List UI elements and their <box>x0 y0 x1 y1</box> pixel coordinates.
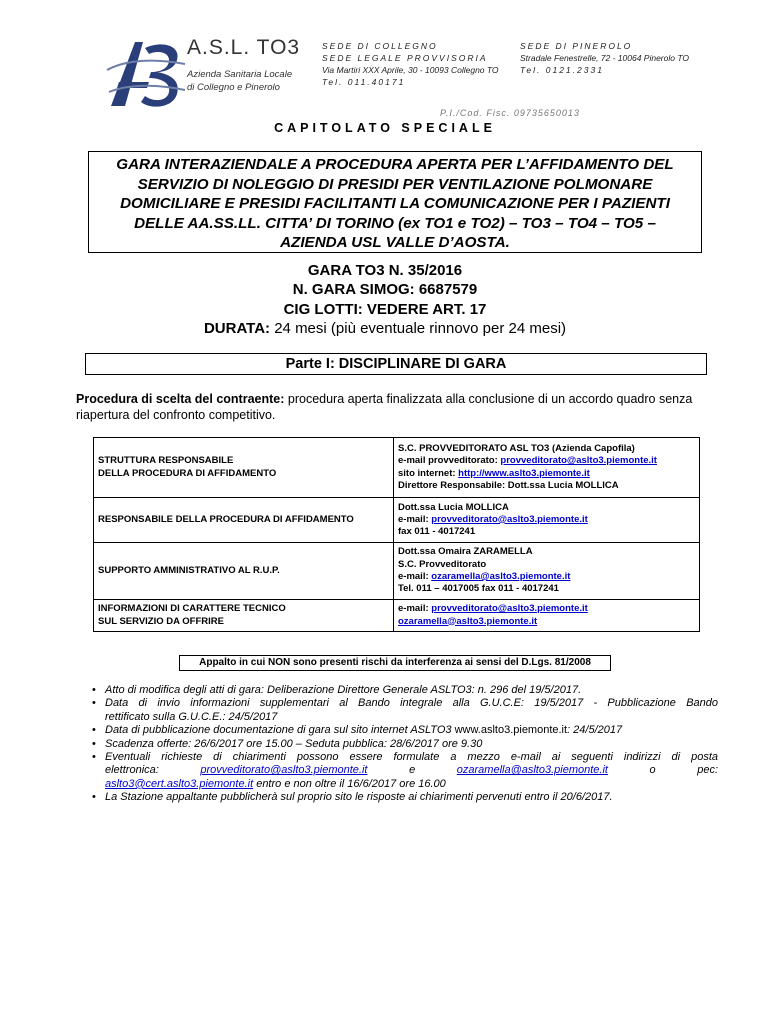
appalto-notice: Appalto in cui NON sono presenti rischi da interferenza ai sensi del D.Lgs. 81/2008 <box>179 655 611 671</box>
list-item-text: Data di pubblicazione documentazione di gara sul sito internet ASLTO3 <box>105 724 455 737</box>
list-item <box>92 697 718 724</box>
list-item-text: rettificato sulla G.U.C.E.: 24/5/2017 <box>105 710 278 723</box>
sede-collegno-address: Via Martiri XXX Aprile, 30 - 10093 Collegno TO <box>322 65 499 75</box>
website-text: www.aslto3.piemonte.it <box>454 724 568 737</box>
list-item-text: Atto di modifica degli atti di gara: Deliberazione Direttore Generale ASLTO3: n. 296 del 19/5/2017. <box>105 684 582 696</box>
supporto-struttura: S.C. Provveditorato <box>398 558 487 570</box>
letterhead <box>95 26 707 120</box>
list-item-text: pec: <box>697 764 719 777</box>
email-prefix: e-mail: <box>398 571 432 582</box>
sede-collegno <box>322 40 499 88</box>
sede-collegno-title: SEDE DI COLLEGNO <box>322 41 438 51</box>
table-cell-label: RESPONSABILE DELLA PROCEDURA DI AFFIDAMENTO <box>94 498 394 543</box>
struttura-name: S.C. PROVVEDITORATO ASL TO3 (Azienda Capofila) <box>398 442 635 454</box>
list-item-text: • Data di invio informazioni supplementari al Bando integrale alla G.U.C.E: 19/5/2017 - Pubblicazione Bando <box>105 697 718 710</box>
contacts-table <box>93 437 700 632</box>
website-line <box>398 468 695 480</box>
table-row <box>94 438 700 498</box>
gara-simog: N. GARA SIMOG: 6687579 <box>292 281 478 299</box>
table-cell-label: SUPPORTO AMMINISTRATIVO AL R.U.P. <box>94 543 394 600</box>
gara-number: GARA TO3 N. 35/2016 <box>307 262 463 279</box>
email-line <box>398 603 695 615</box>
partita-iva: P.I./Cod. Fisc. 09735650013 <box>440 108 580 118</box>
table-cell-label <box>94 600 394 632</box>
table-cell-value <box>394 438 700 498</box>
email-link[interactable]: aslto3@cert.aslto3.piemonte.it <box>105 777 254 790</box>
table-row <box>94 600 700 632</box>
durata-value: 24 mesi (più eventuale rinnovo per 24 mesi) <box>270 319 567 337</box>
email-line <box>398 571 695 583</box>
durata-label: DURATA: <box>203 319 271 337</box>
capitolato-heading: CAPITOLATO SPECIALE <box>274 121 496 135</box>
email-link[interactable]: provveditorato@aslto3.piemonte.it <box>431 513 588 525</box>
email-line <box>398 514 695 526</box>
list-item-text: entro e non oltre il 16/6/2017 ore 16.00 <box>253 777 446 790</box>
list-item <box>92 791 718 804</box>
website-link[interactable]: http://www.aslto3.piemonte.it <box>458 467 590 479</box>
email-link[interactable]: ozaramella@aslto3.piemonte.it <box>398 615 538 627</box>
table-cell-value <box>394 600 700 632</box>
row-label-line: STRUTTURA RESPONSABILE <box>98 455 234 467</box>
email-link[interactable]: provveditorato@aslto3.piemonte.it <box>500 455 657 467</box>
table-row <box>94 543 700 600</box>
email-link[interactable]: provveditorato@aslto3.piemonte.it <box>200 764 368 777</box>
list-item-text: o <box>649 764 656 777</box>
row-label-line: SUL SERVIZIO DA OFFRIRE <box>98 615 224 627</box>
table-row <box>94 498 700 543</box>
sede-pinerolo-phone: Tel. 0121.2331 <box>520 65 604 75</box>
email-line <box>398 455 695 467</box>
table-cell-value <box>394 543 700 600</box>
schedule-list <box>92 684 718 805</box>
supporto-name: Dott.ssa Omaira ZARAMELLA <box>398 546 533 558</box>
email-prefix: e-mail provveditorato: <box>398 455 501 467</box>
email-link[interactable]: ozaramella@aslto3.piemonte.it <box>431 571 571 582</box>
sede-legale-title: SEDE LEGALE PROVVISORIA <box>322 53 488 63</box>
row-label-line: DELLA PROCEDURA DI AFFIDAMENTO <box>98 467 277 479</box>
sede-pinerolo-address: Stradale Fenestrelle, 72 - 10064 Pinerolo TO <box>520 53 689 63</box>
list-item <box>92 751 718 791</box>
list-item <box>92 684 718 697</box>
table-cell-value <box>394 498 700 543</box>
fax-number: fax 011 - 4017241 <box>398 526 476 538</box>
sede-collegno-phone: Tel. 011.40171 <box>322 77 406 87</box>
list-item <box>92 738 718 751</box>
email-link[interactable]: provveditorato@aslto3.piemonte.it <box>431 603 588 615</box>
gara-info <box>0 261 770 338</box>
email-prefix: e-mail: <box>398 513 432 525</box>
list-item-text: e <box>409 764 416 777</box>
list-item-text: : 24/5/2017 <box>567 724 623 737</box>
email-prefix: e-mail: <box>398 603 432 615</box>
list-item-text: • Eventuali richieste di chiarimenti possono essere formulate a mezzo e-mail ai seguenti indirizzi di posta <box>105 751 718 764</box>
asl-subtitle <box>187 68 292 94</box>
list-item-text: La Stazione appaltante pubblicherà sul proprio sito le risposte ai chiarimenti pervenuti entro il 20/6/2017. <box>105 791 613 804</box>
asl-to3-logo <box>105 34 187 114</box>
gara-durata <box>0 319 770 338</box>
direttore-responsabile: Direttore Responsabile: Dott.ssa Lucia MOLLICA <box>398 479 619 491</box>
procedura-text: procedura aperta finalizzata alla conclusione di un accordo quadro senza riapertura del confronto competitivo. <box>76 392 693 422</box>
phone-fax: Tel. 011 – 4017005 fax 011 - 4017241 <box>398 583 559 595</box>
website-prefix: sito internet: <box>398 467 459 479</box>
list-item <box>92 724 718 737</box>
procedura-paragraph <box>76 391 706 423</box>
sede-pinerolo <box>520 40 689 76</box>
gara-title: GARA INTERAZIENDALE A PROCEDURA APERTA PER L’AFFIDAMENTO DEL SERVIZIO DI NOLEGGIO DI PRESIDI PER VENTILAZIONE POLMONARE DOMICILIARE E PRESIDI FACILITANTI LA COMUNICAZIONE PER I PAZIENTI DELLE AA.SS.LL. CITTA’ DI TORINO (ex TO1 e TO2) – TO3 – TO4 – TO5 – AZIENDA USL VALLE D’AOSTA. <box>116 156 674 252</box>
asl-subtitle-line-2: di Collegno e Pinerolo <box>187 82 280 93</box>
list-item-text <box>105 778 718 791</box>
responsabile-name: Dott.ssa Lucia MOLLICA <box>398 501 509 513</box>
asl-subtitle-line-1: Azienda Sanitaria Locale <box>187 69 293 80</box>
email-line <box>398 616 695 628</box>
table-cell-label <box>94 438 394 498</box>
list-item-text: elettronica: <box>105 764 159 777</box>
email-link[interactable]: ozaramella@aslto3.piemonte.it <box>456 764 608 777</box>
row-label-line: INFORMAZIONI DI CARATTERE TECNICO <box>98 603 286 615</box>
procedura-label: Procedura di scelta del contraente: <box>76 392 285 406</box>
sede-pinerolo-title: SEDE DI PINEROLO <box>520 41 633 51</box>
list-item-text: Scadenza offerte: 26/6/2017 ore 15.00 – Seduta pubblica: 28/6/2017 ore 9.30 <box>105 737 483 750</box>
gara-cig: CIG LOTTI: VEDERE ART. 17 <box>283 300 487 318</box>
list-item-text <box>105 764 718 777</box>
parte-heading: Parte I: DISCIPLINARE DI GARA <box>85 353 707 375</box>
asl-title: A.S.L. TO3 <box>187 36 301 59</box>
gara-title-box <box>88 151 702 253</box>
